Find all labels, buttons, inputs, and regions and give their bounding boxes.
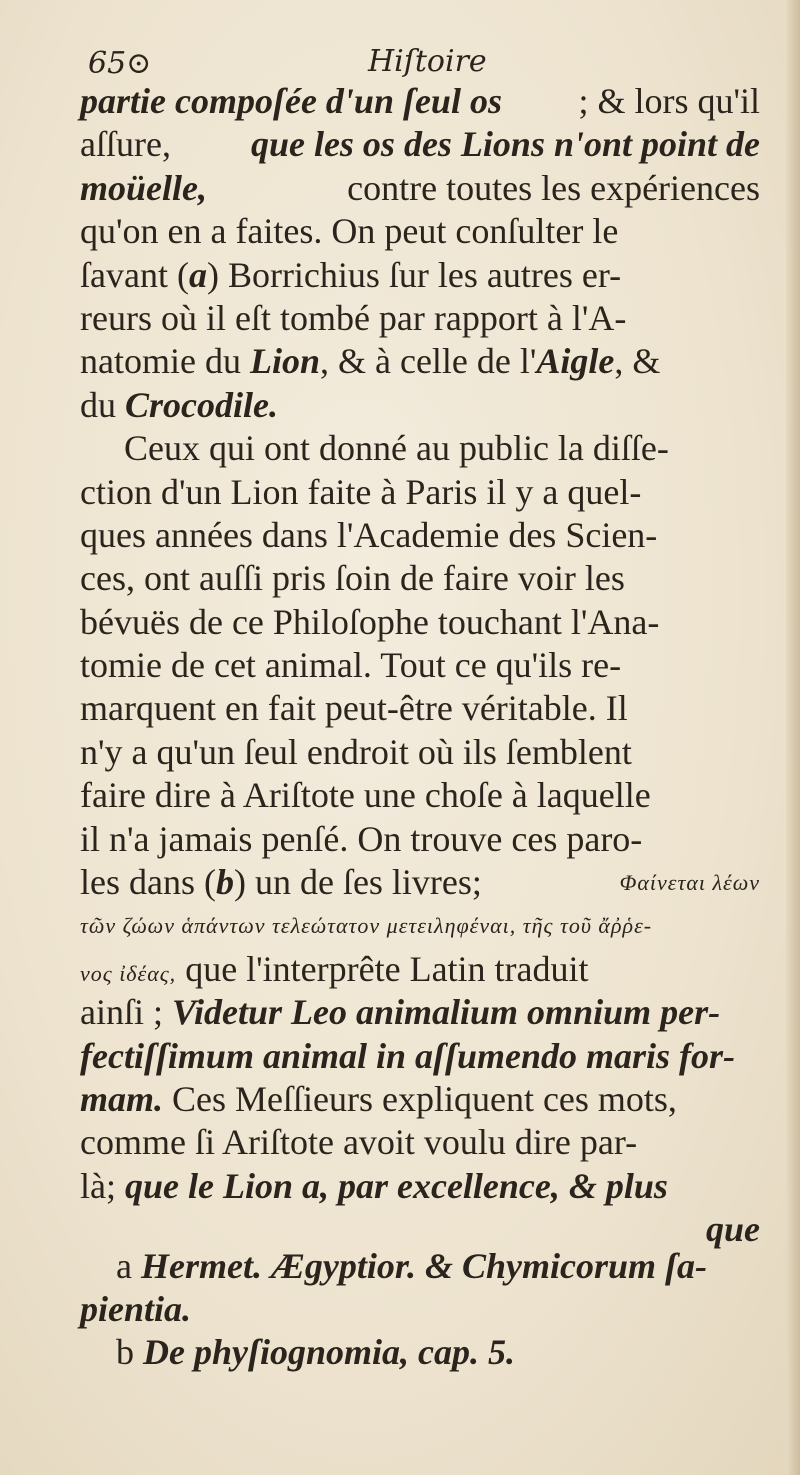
footnotes xyxy=(80,1245,766,1374)
footnote-a: a Hermet. Ægyptior. & Chymicorum ſa- xyxy=(116,1246,707,1286)
footnote-ref-b: b xyxy=(215,862,234,903)
greek-quotation: Φαίνεται λέων xyxy=(619,870,760,896)
paragraph-start: Ceux qui ont donné au public la diſſe- xyxy=(124,428,669,469)
catchword: que xyxy=(706,1209,760,1250)
text-line: ction d'un Lion faite à Paris il y a quel- xyxy=(80,471,642,512)
text-line: aſſure, que les os des Lions n'ont point de xyxy=(80,124,760,165)
text-line: ques années dans l'Academie des Scien- xyxy=(80,514,658,555)
greek-line: τῶν ζώων ἁπάντων τελεώτατον μετειληφέναι, τῆς τοῦ ἄῤῥε- xyxy=(80,913,653,939)
footnote-b: b De phyſiognomia, cap. 5. xyxy=(116,1332,515,1372)
text-line: νος ἰδέας, que l'interprête Latin traduit xyxy=(80,948,589,989)
text-line: natomie du Lion, & à celle de l'Aigle, & xyxy=(80,341,661,382)
text-line: ainſi ; Videtur Leo animalium omnium per- xyxy=(80,992,721,1033)
text-line: bévuës de ce Philoſophe touchant l'Ana- xyxy=(80,601,660,642)
footnote-ref-a: a xyxy=(188,254,207,295)
text-line: mam. Ces Meſſieurs expliquent ces mots, xyxy=(80,1078,677,1119)
running-head: Hiſtoire xyxy=(368,44,487,79)
footnote-a-continued: pientia. xyxy=(80,1289,192,1329)
body-text xyxy=(80,80,760,1252)
text-line: faire dire à Ariſtote une choſe à laquelle xyxy=(80,775,651,816)
text-line: qu'on en a faites. On peut conſulter le xyxy=(80,211,619,252)
text-line: moüelle, contre toutes les expériences xyxy=(80,167,760,208)
text-line: là; que le Lion a, par excellence, & plus xyxy=(80,1165,668,1206)
text-line: les dans (b) un de ſes livres; Φαίνεται λέων xyxy=(80,861,760,904)
footnote-mark: b xyxy=(116,1332,134,1372)
text-line: du Crocodile. xyxy=(80,384,278,425)
text-line: ſavant (a) Borrichius ſur les autres er- xyxy=(80,254,622,295)
text-line: marquent en fait peut-être véritable. Il xyxy=(80,688,628,729)
text-line: il n'a jamais penſé. On trouve ces paro- xyxy=(80,818,643,859)
text-line: reurs où il eſt tombé par rapport à l'A- xyxy=(80,297,627,338)
footnote-mark: a xyxy=(116,1246,132,1286)
page-number: 65⊙ xyxy=(88,46,152,81)
text-line: ces, ont auſſi pris ſoin de faire voir les xyxy=(80,558,625,599)
page-gutter xyxy=(786,0,800,1475)
text-line: fectiſſimum animal in aſſumendo maris for- xyxy=(80,1035,736,1076)
text-line: partie compoſée d'un ſeul os ; & lors qu'il xyxy=(80,81,760,121)
text-line: comme ſi Ariſtote avoit voulu dire par- xyxy=(80,1122,638,1163)
text-line: tomie de cet animal. Tout ce qu'ils re- xyxy=(80,645,622,686)
text-line: n'y a qu'un ſeul endroit où ils ſemblent xyxy=(80,731,632,772)
